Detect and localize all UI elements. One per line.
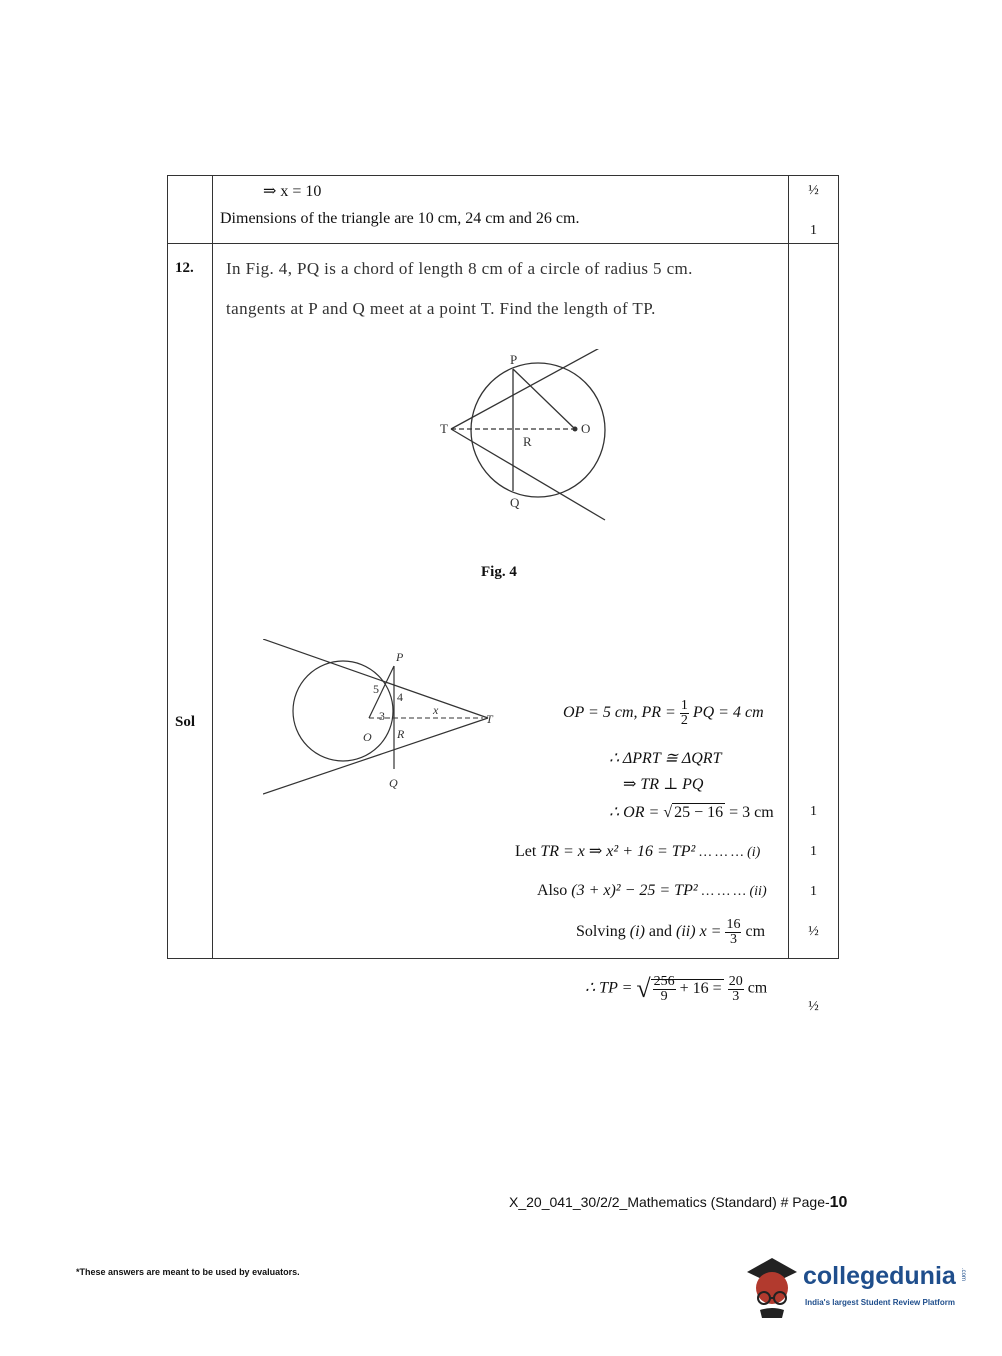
marking-scheme-table — [167, 175, 839, 1014]
perpendicular-line: ⇒ TR ⊥ PQ — [623, 776, 704, 793]
mark-or: 1 — [810, 804, 817, 819]
fig4-label-t: T — [440, 421, 448, 436]
q12-content-cell — [213, 244, 789, 1004]
also-line: Also (3 + x)² − 25 = TP² … … … (ii) — [537, 882, 767, 899]
fig4-tangent-tp — [451, 349, 605, 429]
collegedunia-mascot-icon — [742, 1250, 802, 1320]
let-line: Let TR = x ⇒ x² + 16 = TP² … … … (i) — [515, 843, 761, 860]
mark-let: 1 — [810, 844, 817, 859]
half-fraction: $\frac{1}{2}$ — [680, 698, 688, 728]
or-line: ∴ OR = √ 25 − 16 = 3 cm — [609, 804, 774, 821]
fig4-label-q: Q — [510, 495, 520, 510]
tp-inner-fraction: $\frac{256}{9}$ — [653, 973, 675, 1004]
evaluator-note: *These answers are meant to be used by evaluators. — [76, 1267, 300, 1277]
figure-caption: Fig. 4 — [481, 564, 517, 580]
mark-also: 1 — [810, 884, 817, 899]
row1-content-cell — [213, 176, 789, 244]
question-text-line1: In Fig. 4, PQ is a chord of length 8 cm of a circle of radius 5 cm. — [226, 259, 693, 278]
mark-half: ½ — [808, 183, 819, 198]
fig4-center-dot — [573, 427, 578, 432]
page-number: 10 — [829, 1194, 848, 1211]
fig4-label-p: P — [510, 352, 518, 367]
brand-name: collegedunia — [803, 1262, 956, 1290]
row1-number-cell — [168, 176, 213, 244]
mark-solving: ½ — [808, 924, 819, 939]
sol-label-5: 5 — [373, 682, 379, 696]
sol-tangent-upper — [263, 639, 488, 718]
question-text-line2: tangents at P and Q meet at a point T. Find the length of TP. — [226, 299, 656, 318]
x-equals-10: ⇒ x = 10 — [263, 183, 322, 200]
brand-com: .com — [960, 1268, 966, 1282]
sol-label-x: x — [433, 703, 439, 717]
row1-marks-cell — [789, 176, 839, 244]
sol-label-p: P — [396, 650, 404, 664]
brand-tagline: India's largest Student Review Platform — [805, 1298, 955, 1307]
solving-line: Solving (i) and (ii) x = $\frac{16}{3}$ cm — [576, 917, 766, 947]
sol-circle — [293, 661, 393, 761]
sol-label-3: 3 — [379, 709, 385, 723]
mark-tp: ½ — [808, 999, 819, 1014]
sol-label-r: R — [397, 727, 405, 741]
mark-one: 1 — [810, 223, 817, 238]
tp-result-fraction: $\frac{20}{3}$ — [728, 973, 743, 1004]
question-number: 12. — [175, 260, 194, 276]
x-fraction: $\frac{16}{3}$ — [726, 917, 741, 947]
fig4-label-o: O — [581, 421, 591, 436]
sol-label-t: T — [486, 712, 493, 726]
sol-label-o: O — [363, 730, 372, 744]
op-pr-line: OP = 5 cm, PR = $\frac{1}{2}$ PQ = 4 cm — [563, 698, 764, 728]
sol-label: Sol — [175, 714, 196, 730]
q12-marks-cell — [789, 244, 839, 1014]
q12-number-cell — [168, 244, 213, 959]
figure-4 — [383, 349, 623, 549]
congruence-line: ∴ ΔPRT ≅ ΔQRT — [609, 750, 722, 767]
sol-label-4: 4 — [397, 690, 403, 704]
sol-label-q: Q — [389, 776, 398, 790]
triangle-dimensions: Dimensions of the triangle are 10 cm, 24 cm and 26 cm. — [220, 210, 580, 227]
tp-line: ∴ TP = √ $\frac{256}{9}$ + 16 = $\frac{20}{3}$ cm — [585, 973, 768, 1004]
document-id: X_20_041_30/2/2_Mathematics (Standard) # Page-10 — [509, 1194, 848, 1211]
solution-diagram — [263, 639, 523, 839]
fig4-label-r: R — [523, 434, 532, 449]
